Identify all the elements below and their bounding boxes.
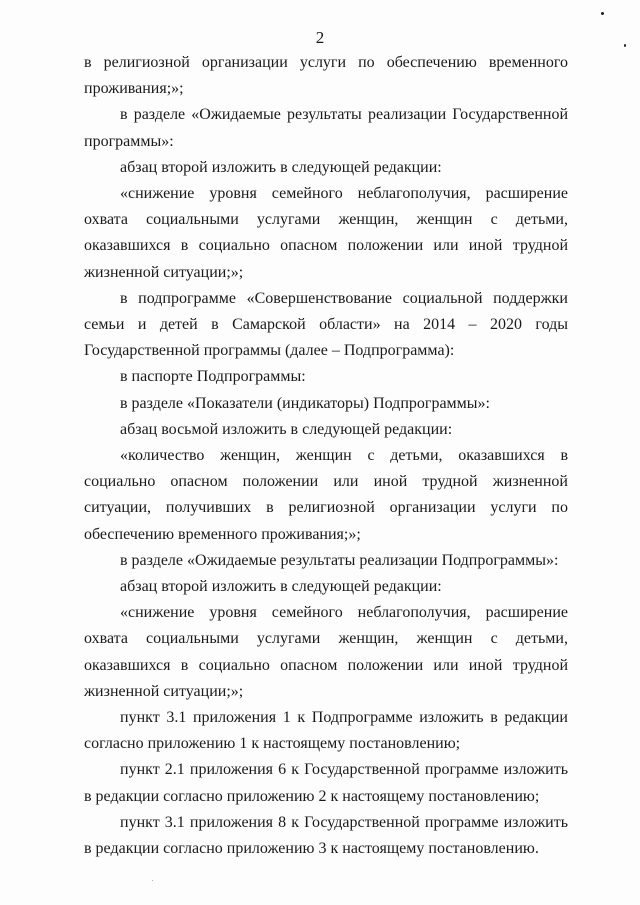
paragraph-9: «количество женщин, женщин с детьми, оказавшихся в социально опасном положении или иной трудной жизненной ситуации, получивших в религиозной организации услуги по обеспечению временного проживания;»; bbox=[84, 447, 568, 543]
paragraph-7: в разделе «Показатели (индикаторы) Подпрограммы»: bbox=[120, 394, 490, 412]
scan-speck bbox=[601, 12, 604, 15]
document-body bbox=[84, 50, 568, 862]
scan-speck bbox=[152, 880, 153, 881]
paragraph-6: в паспорте Подпрограммы: bbox=[120, 368, 306, 386]
paragraph-12: «снижение уровня семейного неблагополучия, расширение охвата социальными услугами женщин, женщин с детьми, оказавшихся в социально опасном положении или иной трудной жизненной ситуации;»; bbox=[84, 604, 568, 700]
paragraph-1: в религиозной организации услуги по обеспечению временного проживания;»; bbox=[84, 54, 568, 98]
paragraph-13: пункт 3.1 приложения 1 к Подпрограмме изложить в редакции согласно приложению 1 к настоящему постановлению; bbox=[84, 709, 568, 753]
paragraph-15: пункт 3.1 приложения 8 к Государственной программе изложить в редакции согласно приложению 3 к настоящему постановлению. bbox=[84, 813, 568, 858]
paragraph-11: абзац второй изложить в следующей редакции: bbox=[120, 578, 442, 596]
paragraph-10: в разделе «Ожидаемые результаты реализации Подпрограммы»: bbox=[120, 551, 559, 569]
paragraph-2: в разделе «Ожидаемые результаты реализации Государственной программы»: bbox=[84, 106, 568, 150]
scan-speck bbox=[624, 44, 626, 47]
paragraph-14: пункт 2.1 приложения 6 к Государственной программе изложить в редакции согласно приложению 2 к настоящему постановлению; bbox=[84, 761, 568, 805]
paragraph-5: в подпрограмме «Совершенствование социальной поддержки семьи и детей в Самарской области» на 2014 – 2020 годы Государственной программы (далее – Подпрограмма): bbox=[84, 289, 568, 360]
page-number: 2 bbox=[315, 28, 325, 47]
paragraph-8: абзац восьмой изложить в следующей редакции: bbox=[120, 420, 453, 438]
paragraph-4: «снижение уровня семейного неблагополучия, расширение охвата социальными услугами женщин, женщин с детьми, оказавшихся в социально опасном положении или иной трудной жизненной ситуации;»; bbox=[84, 185, 568, 281]
paragraph-3: абзац второй изложить в следующей редакции: bbox=[120, 158, 442, 176]
